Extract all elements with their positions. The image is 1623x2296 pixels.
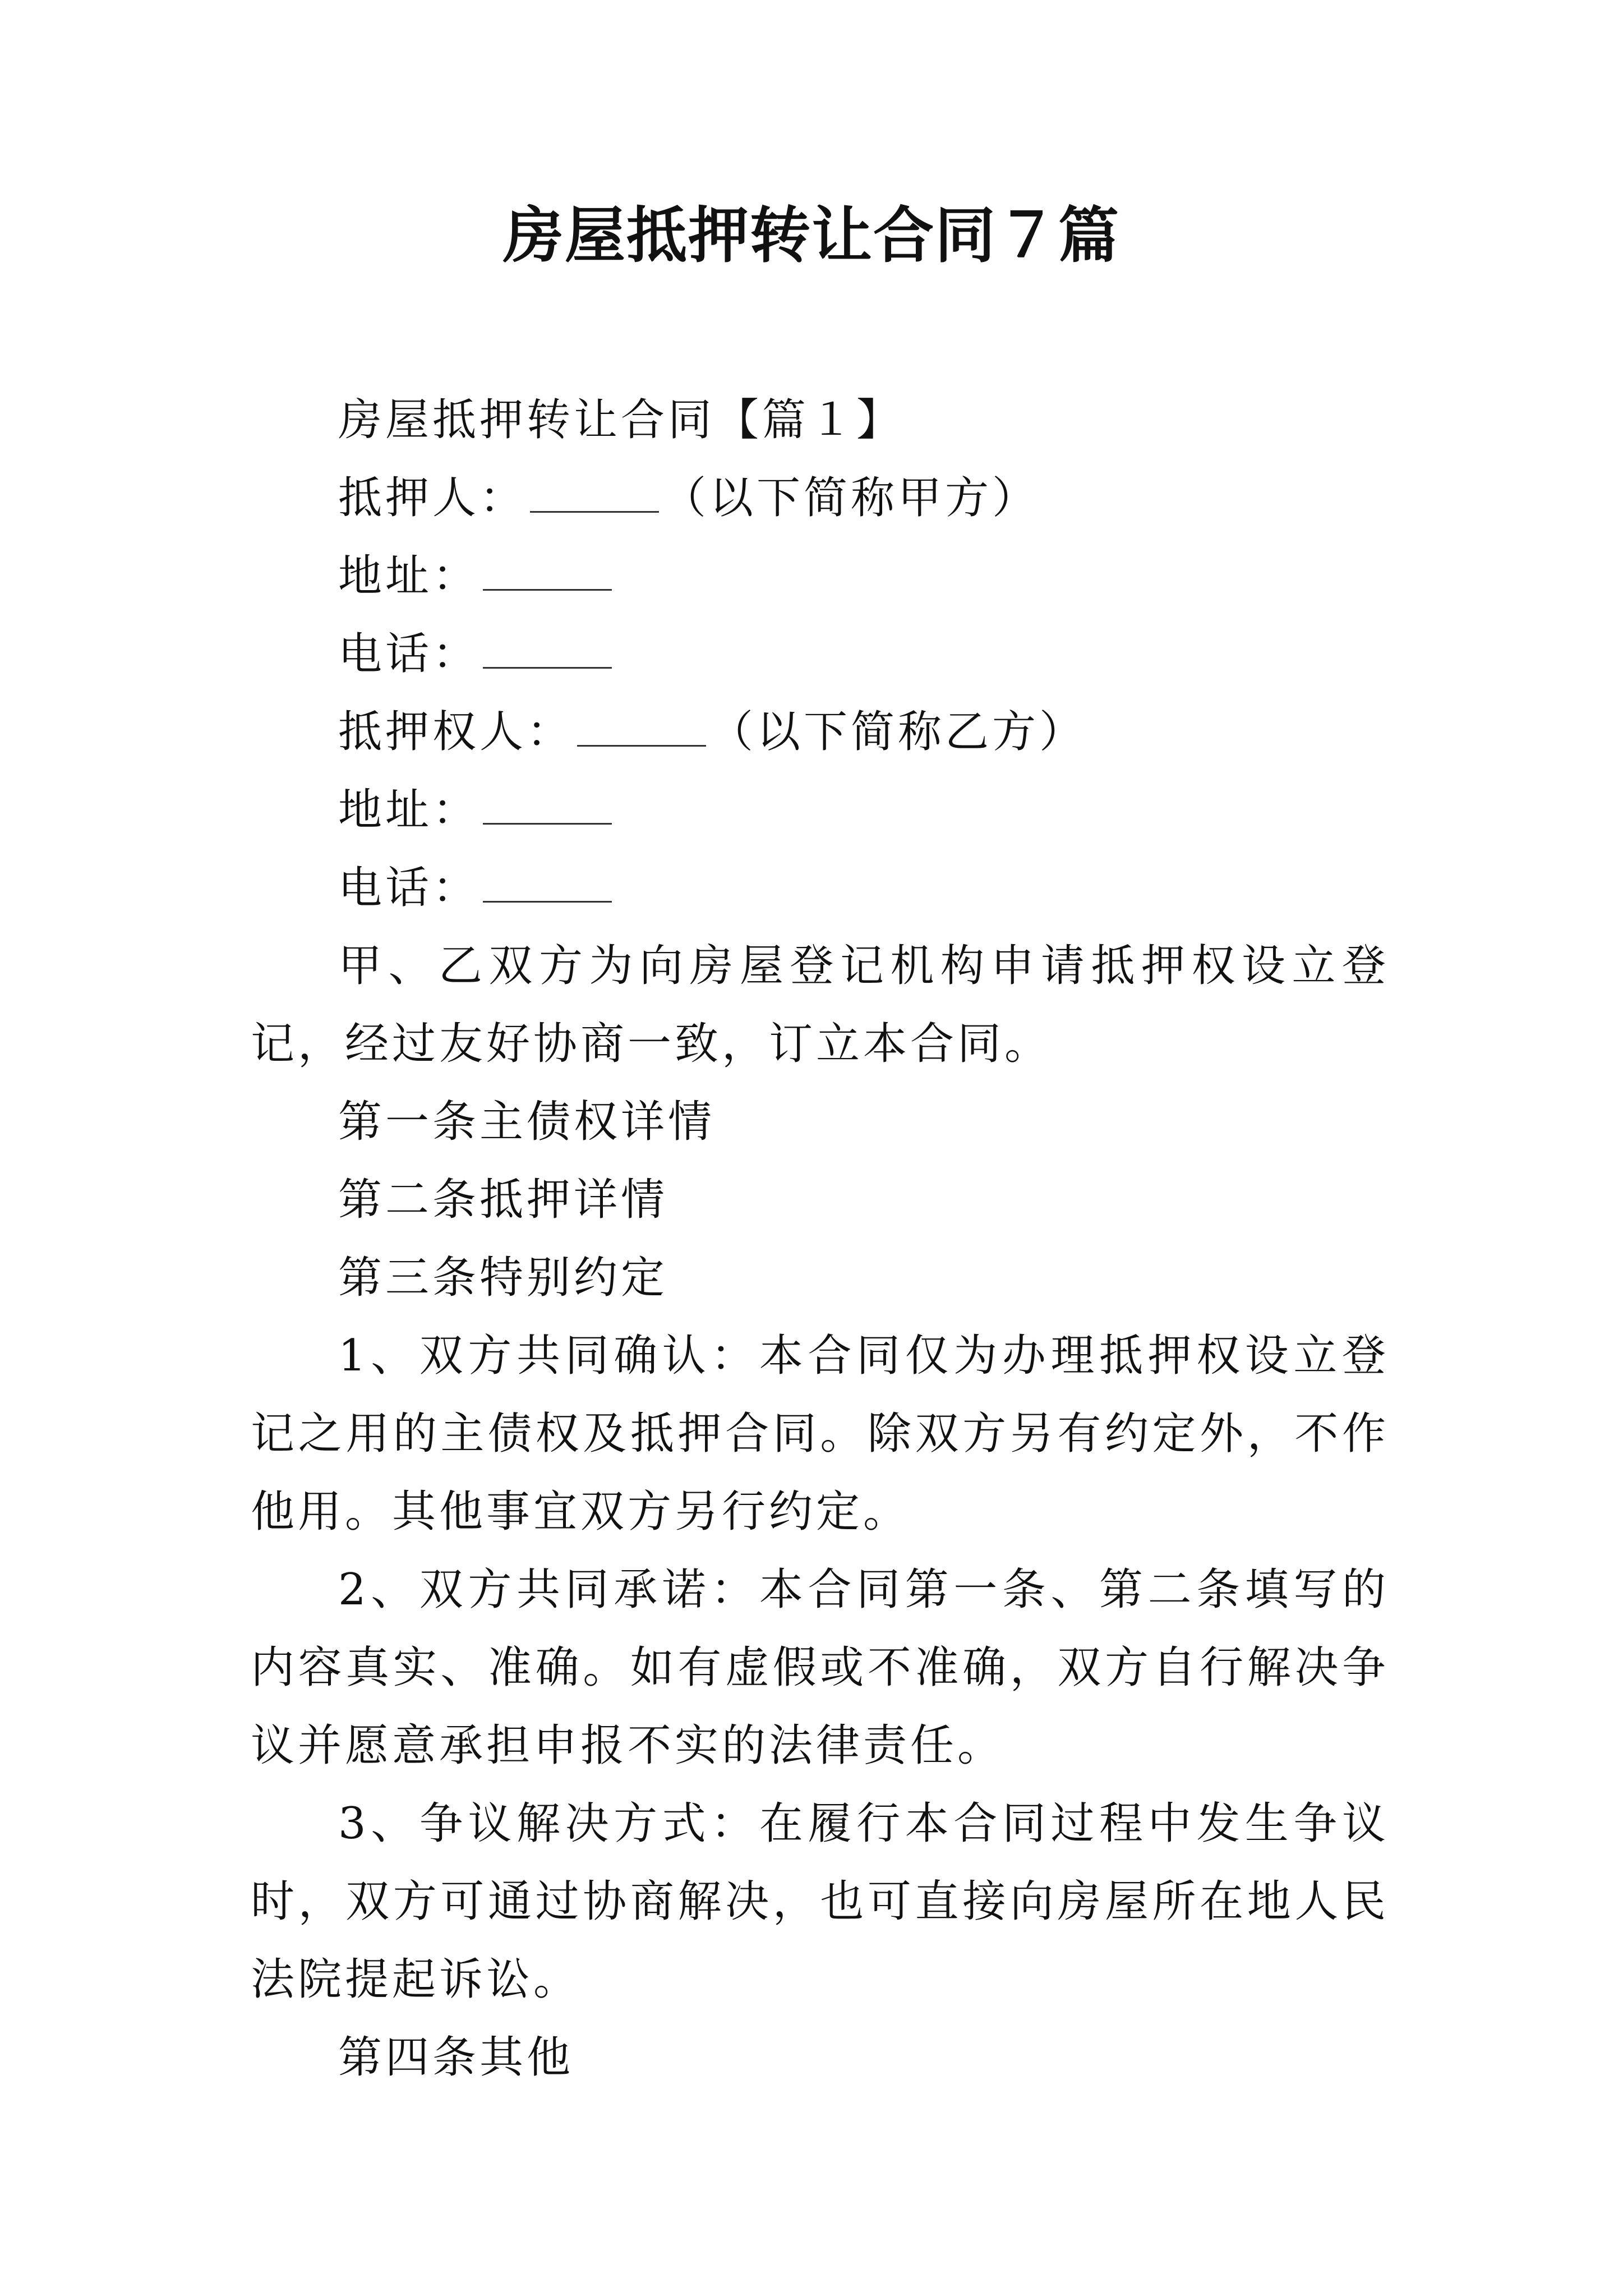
document-body	[251, 381, 1389, 2097]
document-title: 房屋抵押转让合同７篇	[502, 200, 1120, 271]
mortgagee-address-blank	[483, 787, 612, 825]
mortgagee-note: （以下简称乙方）	[709, 707, 1087, 757]
mortgagee-label: 抵押权人：	[338, 707, 574, 757]
mortgagor-note: （以下简称甲方）	[662, 473, 1040, 523]
article-4-heading: 第四条其他	[338, 2032, 574, 2083]
clause-3-paragraph: 3、争议解决方式：在履行本合同过程中发生争议时，双方可通过协商解决，也可直接向房屋所在地人民法院提起诉讼。	[251, 1798, 1389, 2005]
clause-1-paragraph: 1、双方共同确认：本合同仅为办理抵押权设立登记之用的主债权及抵押合同。除双方另有约定外，不作他用。其他事宜双方另行约定。	[251, 1331, 1389, 1537]
mortgagor-address-label: 地址：	[338, 551, 480, 601]
mortgagor-line	[251, 459, 1389, 537]
mortgagor-phone-label: 电话：	[338, 629, 480, 679]
clause-2-paragraph: 2、双方共同承诺：本合同第一条、第二条填写的内容真实、准确。如有虚假或不准确，双方自行解决争议并愿意承担申报不实的法律责任。	[251, 1565, 1389, 1771]
mortgagee-name-blank	[577, 709, 706, 747]
mortgagee-address-line	[251, 771, 1389, 849]
mortgagor-phone-blank	[483, 631, 612, 669]
mortgagor-label: 抵押人：	[338, 473, 527, 523]
mortgagor-address-blank	[483, 553, 612, 591]
article-3-heading: 第三条特别约定	[338, 1253, 668, 1303]
section-heading: 房屋抵押转让合同【篇１】	[338, 395, 904, 445]
article-1-heading: 第一条主债权详情	[338, 1097, 716, 1147]
intro-paragraph: 甲、乙双方为向房屋登记机构申请抵押权设立登记，经过友好协商一致，订立本合同。	[251, 941, 1389, 1069]
mortgagor-phone-line	[251, 615, 1389, 693]
mortgagor-name-blank	[530, 475, 659, 513]
mortgagee-phone-blank	[483, 865, 612, 903]
mortgagee-phone-line	[251, 849, 1389, 927]
mortgagee-phone-label: 电话：	[338, 863, 480, 913]
mortgagee-line	[251, 693, 1389, 771]
article-2-heading: 第二条抵押详情	[338, 1175, 668, 1225]
mortgagee-address-label: 地址：	[338, 785, 480, 835]
mortgagor-address-line	[251, 537, 1389, 615]
